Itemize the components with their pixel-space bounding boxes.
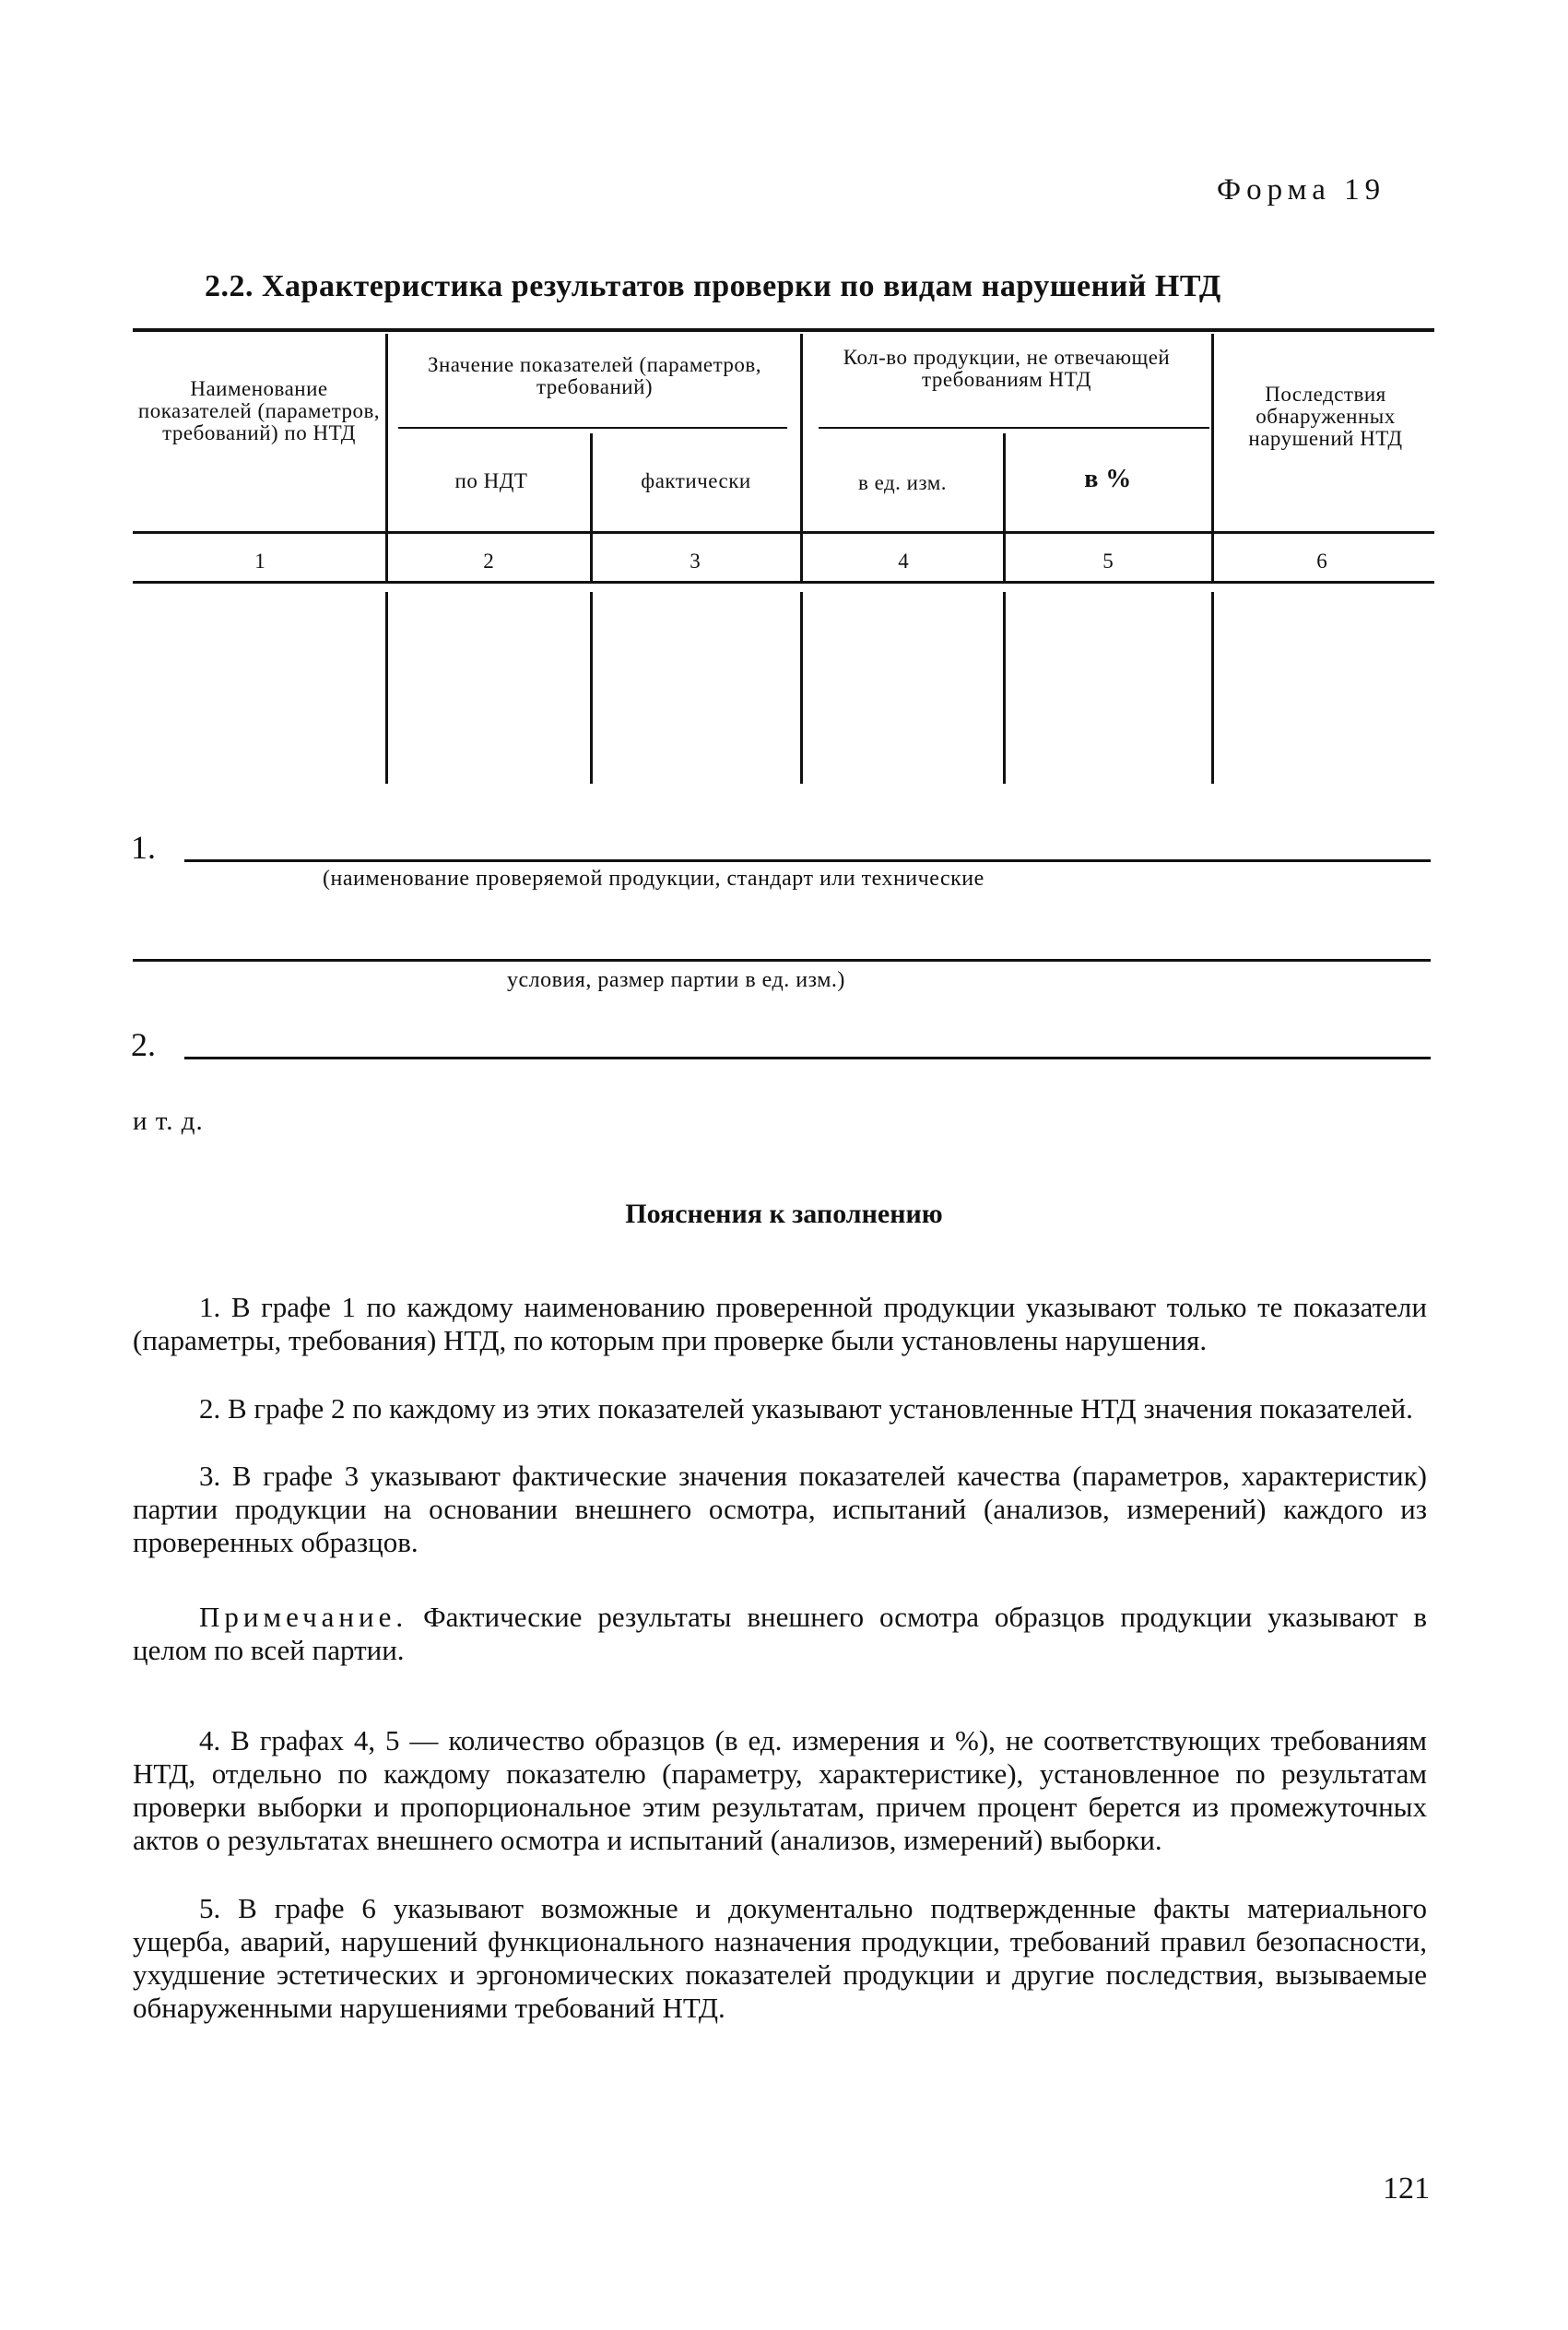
etc-text: и т. д. bbox=[133, 1106, 204, 1136]
column-number-6: 6 bbox=[1316, 550, 1327, 573]
page-number: 121 bbox=[1383, 2171, 1430, 2206]
explanation-paragraph-5: 5. В графе 6 указывают возможные и документально подтвержденные факты материального ущерба, аварий, нарушений функционального назначения продукции, требований правил безопасности, ухудшение эстетических и эргономических показателей продукции и другие последствия, вызываемые обнаруженными нарушениями требований НТД. bbox=[133, 1892, 1427, 2024]
body-divider-3 bbox=[800, 592, 803, 784]
body-divider-5 bbox=[1211, 592, 1214, 784]
header-col-4: в ед. изм. bbox=[857, 471, 948, 494]
header-group-values: Значение показателей (параметров, требований) bbox=[427, 353, 762, 398]
table-subheader-rule bbox=[398, 427, 787, 429]
item-1-line-2 bbox=[133, 959, 1431, 962]
header-group-qty: Кол-во продукции, не отвечающей требованиям НТД bbox=[843, 346, 1171, 391]
header-divider-4 bbox=[1003, 433, 1006, 583]
item-1-caption-b: условия, размер партии в ед. изм.) bbox=[507, 968, 845, 992]
note-label: Примечание. bbox=[199, 1601, 408, 1633]
column-number-5: 5 bbox=[1102, 550, 1114, 573]
item-1-number: 1. bbox=[131, 829, 156, 866]
header-divider-2 bbox=[590, 433, 593, 583]
table-subheader-rule-2 bbox=[819, 427, 1209, 429]
header-col-5: в % bbox=[1084, 465, 1132, 493]
body-divider-1 bbox=[385, 592, 388, 784]
body-divider-4 bbox=[1003, 592, 1006, 784]
header-col-2: по НДТ bbox=[454, 469, 528, 492]
explanation-paragraph-4: 4. В графах 4, 5 — количество образцов (в ед. измерения и %), не соответствующих требованиям НТД, отдельно по каждому показателю (параметру, характеристике), установленное по результатам проверки выборки и пропорциональное этим результатам, причем процент берется из промежуточных актов о результатах внешнего осмотра и испытаний (анализов, измерений) выборки. bbox=[133, 1724, 1427, 1856]
body-divider-2 bbox=[590, 592, 593, 784]
table-header-bottom-rule bbox=[133, 531, 1434, 534]
table-numbers-bottom-rule bbox=[133, 581, 1434, 584]
explanations-heading: Пояснения к заполнению bbox=[625, 1199, 943, 1229]
explanation-paragraph-2: 2. В графе 2 по каждому из этих показателей указывают установленные НТД значения показателей. bbox=[199, 1392, 1413, 1425]
column-number-4: 4 bbox=[898, 550, 909, 573]
form-label: Форма 19 bbox=[1217, 173, 1386, 207]
header-col-6: Последствия обнаруженных нарушений НТД bbox=[1248, 383, 1403, 450]
column-number-2: 2 bbox=[483, 550, 494, 573]
item-1-line bbox=[184, 859, 1431, 862]
note-block bbox=[133, 1601, 1427, 1667]
header-divider-3 bbox=[800, 334, 803, 583]
explanation-paragraph-3: 3. В графе 3 указывают фактические значения показателей качества (параметров, характеристик) партии продукции на основании внешнего осмотра, испытаний (анализов, измерений) каждого из проверенных образцов. bbox=[133, 1460, 1427, 1558]
header-divider-5 bbox=[1211, 334, 1214, 583]
header-col-3: фактически bbox=[641, 469, 751, 492]
item-2-line bbox=[184, 1057, 1431, 1059]
header-divider-1 bbox=[385, 334, 388, 583]
column-number-1: 1 bbox=[254, 550, 265, 573]
item-2-number: 2. bbox=[131, 1026, 156, 1063]
item-1-caption-a: (наименование проверяемой продукции, стандарт или технические bbox=[323, 867, 984, 891]
header-col-1: Наименование показателей (параметров, требований) по НТД bbox=[137, 377, 381, 444]
note-text: Фактические результаты внешнего осмотра образцов продукции указывают в целом по всей партии. bbox=[133, 1601, 1427, 1666]
section-title: 2.2. Характеристика результатов проверки по видам нарушений НТД bbox=[205, 269, 1221, 303]
table-top-rule bbox=[133, 328, 1434, 332]
column-number-3: 3 bbox=[690, 550, 701, 573]
explanation-paragraph-1: 1. В графе 1 по каждому наименованию проверенной продукции указывают только те показатели (параметры, требования) НТД, по которым при проверке были установлены нарушения. bbox=[133, 1291, 1427, 1356]
